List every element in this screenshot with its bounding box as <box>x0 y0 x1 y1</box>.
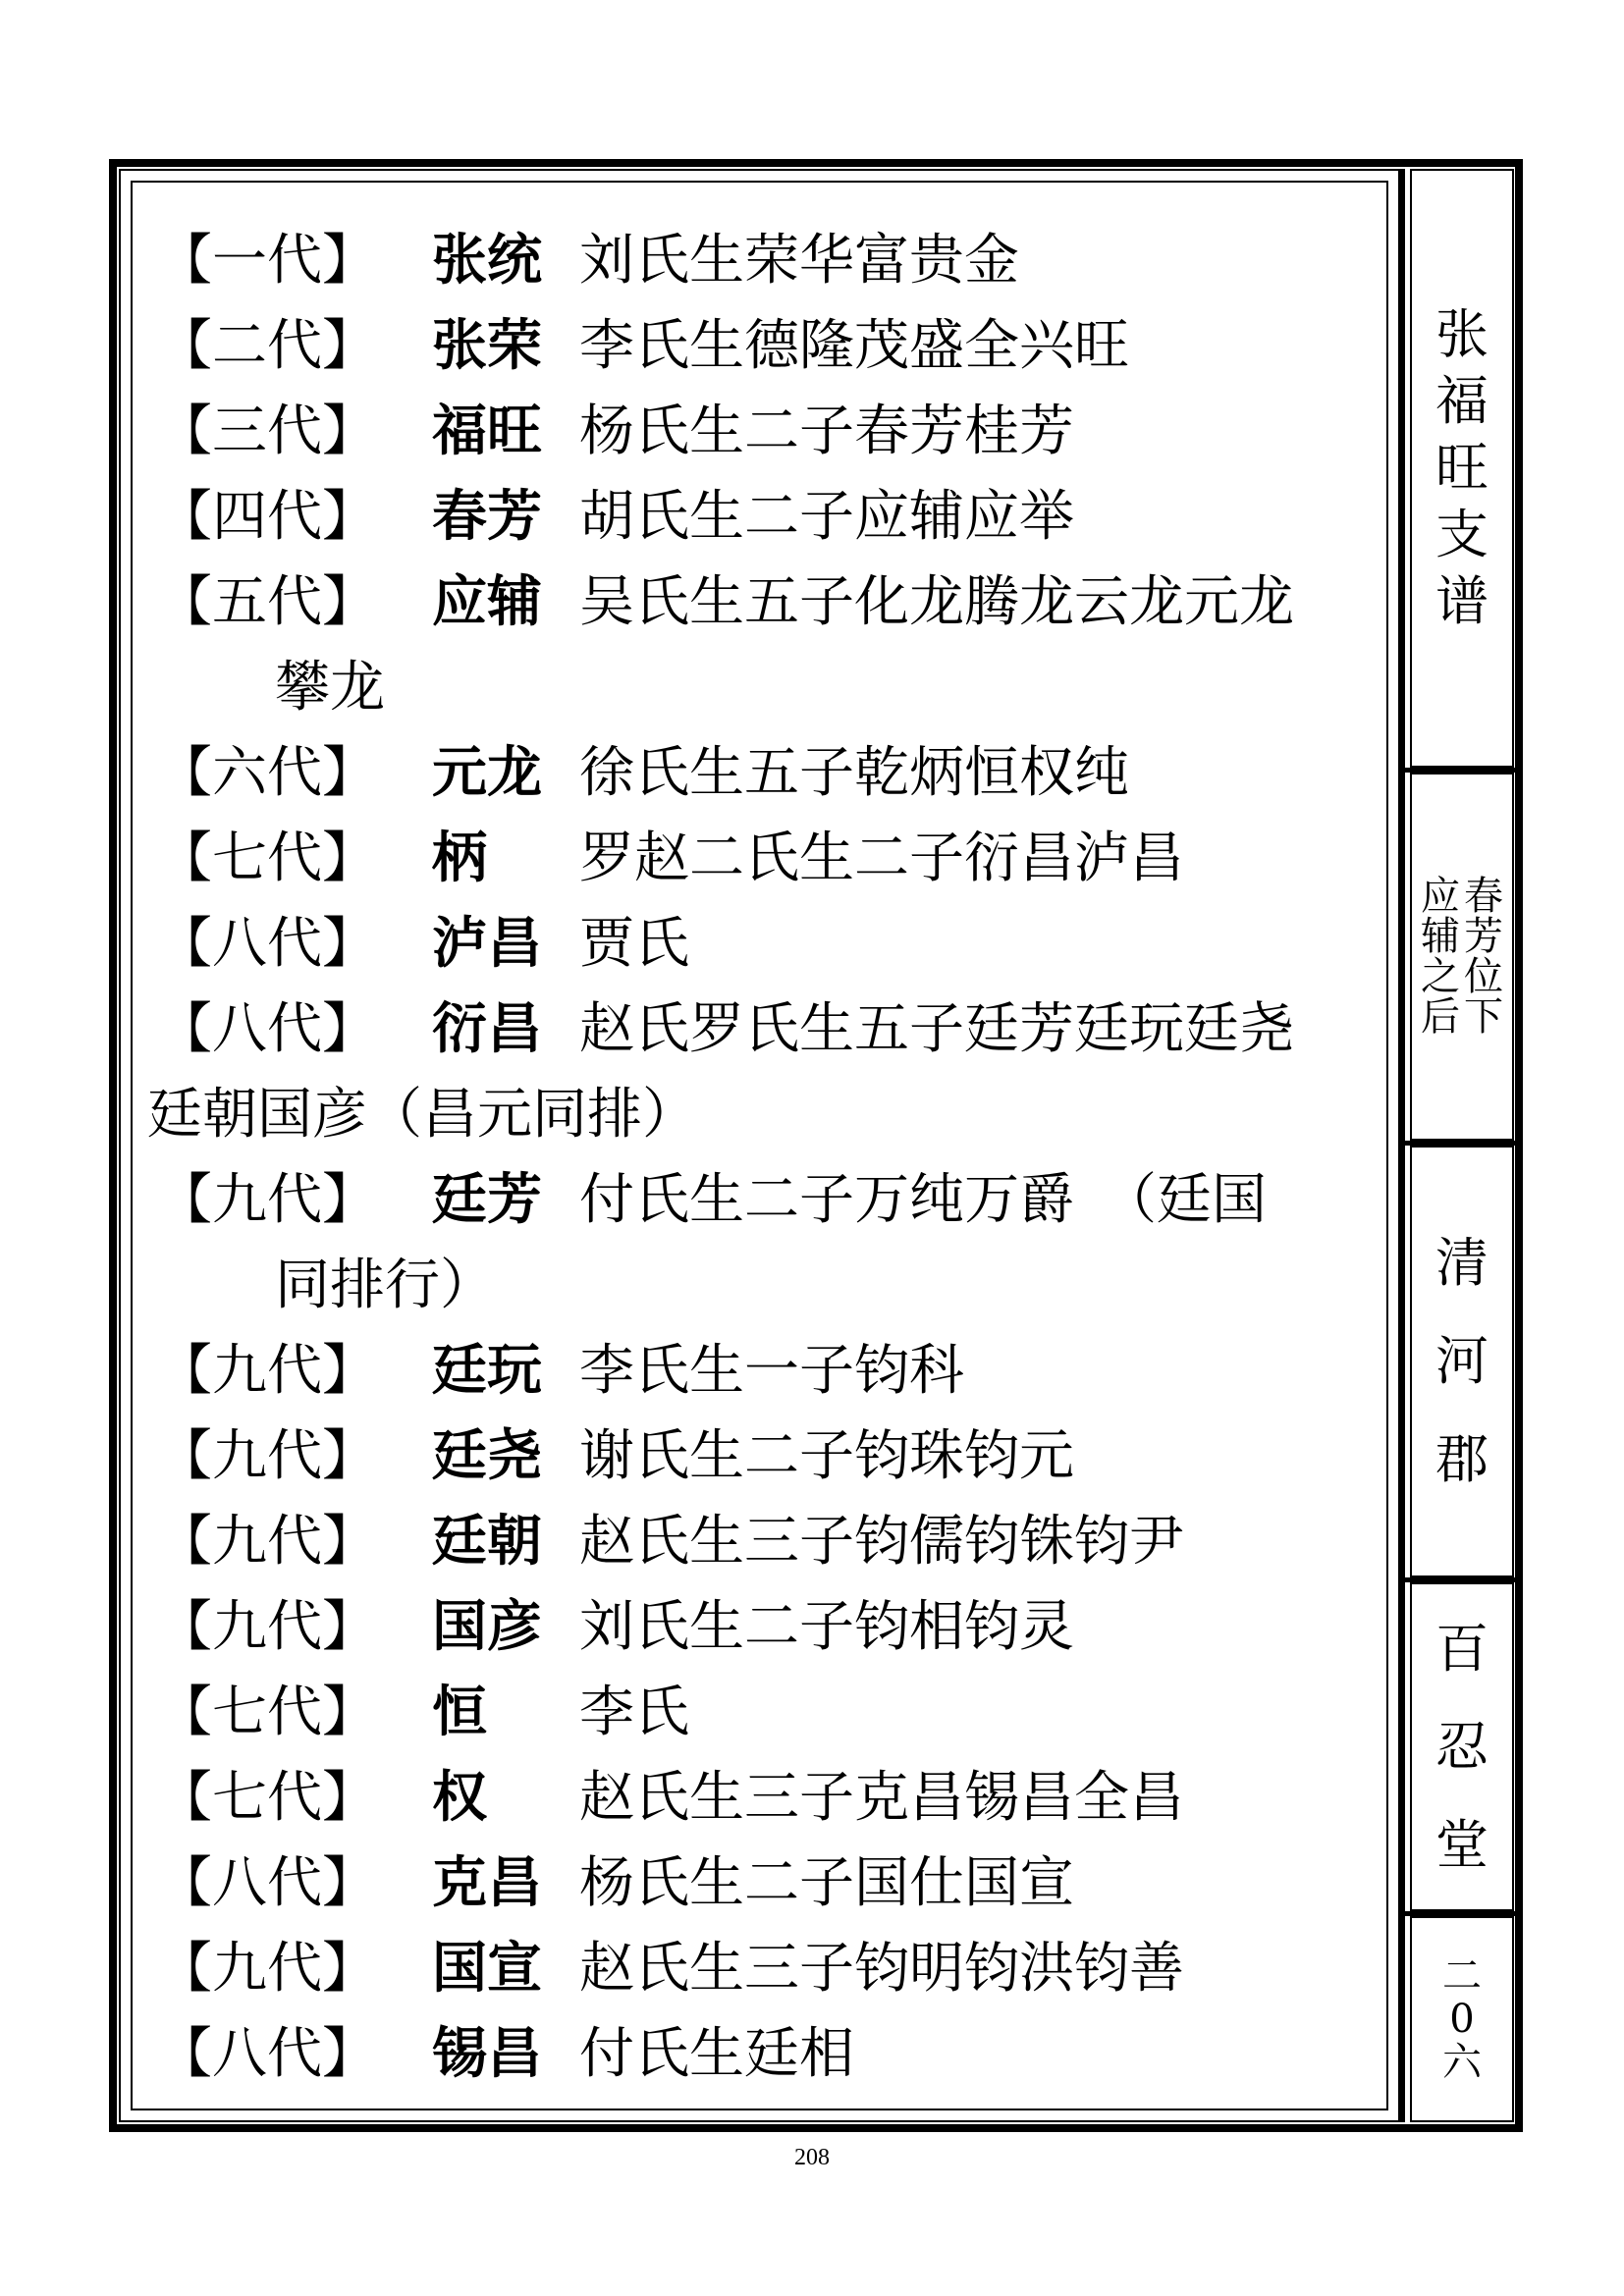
section-label <box>1421 873 1503 1040</box>
person-name: 春芳 <box>432 485 542 549</box>
genealogy-entry <box>157 1670 1365 1755</box>
person-name: 廷朝 <box>432 1510 542 1574</box>
person-name: 泸昌 <box>432 912 542 976</box>
genealogy-title <box>1435 301 1489 635</box>
generation-label: 【一代】 <box>157 229 377 293</box>
genealogy-entry <box>157 901 1365 987</box>
entry-description: 徐氏生五子乾炳恒权纯 <box>579 741 1129 805</box>
vertical-char: 旺 <box>1435 437 1489 499</box>
person-name: 克昌 <box>432 1851 542 1915</box>
generation-label: 【三代】 <box>157 400 377 463</box>
vertical-char: 百 <box>1435 1617 1489 1680</box>
generation-label: 【九代】 <box>157 1937 377 2001</box>
person-name: 廷芳 <box>432 1168 542 1232</box>
person-name: 柄 <box>432 827 487 890</box>
generation-label: 【七代】 <box>157 1681 377 1744</box>
genealogy-entry <box>157 1157 1365 1243</box>
person-name: 锡昌 <box>432 2022 542 2086</box>
hall-name <box>1435 1600 1489 1895</box>
generation-label: 【九代】 <box>157 1595 377 1659</box>
side-commandery-box <box>1410 1146 1514 1577</box>
genealogy-entry <box>157 1414 1365 1499</box>
genealogy-entries <box>147 218 1365 2097</box>
vertical-char: 堂 <box>1435 1813 1489 1876</box>
vertical-char: 芳 <box>1464 913 1503 959</box>
vertical-char: 下 <box>1464 993 1503 1040</box>
genealogy-entry <box>157 730 1365 816</box>
generation-label: 【七代】 <box>157 827 377 890</box>
person-name: 国宣 <box>432 1937 542 2001</box>
vertical-char: 清 <box>1435 1232 1489 1294</box>
generation-label: 【九代】 <box>157 1424 377 1488</box>
genealogy-entry <box>157 1926 1365 2011</box>
generation-label: 【四代】 <box>157 485 377 549</box>
entry-continuation: 同排行） <box>275 1254 495 1317</box>
generation-label: 【九代】 <box>157 1168 377 1232</box>
person-name: 恒 <box>432 1681 487 1744</box>
person-name: 廷玩 <box>432 1339 542 1403</box>
entry-description: 赵氏生三子钧儒钧铢钧尹 <box>579 1510 1184 1574</box>
vertical-char: 张 <box>1435 303 1489 365</box>
genealogy-entry <box>157 1755 1365 1841</box>
person-name: 应辅 <box>432 570 542 634</box>
vertical-char: 后 <box>1421 993 1460 1040</box>
column-divider <box>1400 169 1405 2122</box>
person-name: 衍昌 <box>432 997 542 1061</box>
vertical-char: 忍 <box>1435 1715 1489 1778</box>
vertical-char: 之 <box>1421 953 1460 999</box>
entry-continuation: 攀龙 <box>275 656 385 720</box>
person-name: 权 <box>432 1766 487 1830</box>
entry-description: 李氏 <box>579 1681 689 1744</box>
genealogy-entry <box>157 2011 1365 2097</box>
genealogy-entry <box>157 474 1365 560</box>
generation-label: 【八代】 <box>157 997 377 1061</box>
entry-description: 杨氏生二子国仕国宣 <box>579 1851 1074 1915</box>
generation-label: 【八代】 <box>157 912 377 976</box>
entry-description: 付氏生二子万纯万爵 （廷国 <box>579 1168 1267 1232</box>
vertical-char: 郡 <box>1435 1428 1489 1490</box>
vertical-char: 春 <box>1464 873 1503 919</box>
entry-description: 杨氏生二子春芳桂芳 <box>579 400 1074 463</box>
entry-description: 赵氏生三子钧明钧洪钧善 <box>579 1937 1184 2001</box>
generation-label: 【八代】 <box>157 1851 377 1915</box>
entry-description: 胡氏生二子应辅应举 <box>579 485 1074 549</box>
vertical-char: 应 <box>1421 873 1460 919</box>
generation-label: 【七代】 <box>157 1766 377 1830</box>
person-name: 廷尧 <box>432 1424 542 1488</box>
genealogy-entry <box>157 1584 1365 1670</box>
genealogy-entry <box>157 816 1365 901</box>
section-label-col1 <box>1464 873 1503 1040</box>
entry-description: 刘氏生二子钧相钧灵 <box>579 1595 1074 1659</box>
person-name: 元龙 <box>432 741 542 805</box>
person-name: 张统 <box>432 229 542 293</box>
generation-label: 【九代】 <box>157 1510 377 1574</box>
genealogy-entry <box>157 560 1365 645</box>
generation-label: 【九代】 <box>157 1339 377 1403</box>
genealogy-entry <box>157 218 1365 303</box>
entry-description: 吴氏生五子化龙腾龙云龙元龙 <box>579 570 1294 634</box>
genealogy-entry <box>157 1328 1365 1414</box>
folio-number <box>1442 1954 1482 2084</box>
side-hall-box <box>1410 1582 1514 1911</box>
entry-continuation: 廷朝国彦（昌元同排） <box>147 1083 697 1147</box>
genealogy-entry <box>157 987 1365 1072</box>
entry-description: 刘氏生荣华富贵金 <box>579 229 1019 293</box>
side-section-box <box>1410 773 1514 1141</box>
page-number: 208 <box>794 2145 830 2170</box>
vertical-char: 辅 <box>1421 913 1460 959</box>
entry-description: 谢氏生二子钧珠钧元 <box>579 1424 1074 1488</box>
genealogy-entry <box>157 303 1365 389</box>
vertical-char: 六 <box>1442 2040 1482 2085</box>
entry-description: 李氏生德隆茂盛全兴旺 <box>579 314 1129 378</box>
genealogy-entry <box>157 1841 1365 1926</box>
person-name: 张荣 <box>432 314 542 378</box>
vertical-char: 河 <box>1435 1330 1489 1392</box>
generation-label: 【八代】 <box>157 2022 377 2086</box>
generation-label: 【五代】 <box>157 570 377 634</box>
entry-description: 李氏生一子钧科 <box>579 1339 964 1403</box>
genealogy-entry <box>157 1499 1365 1584</box>
entry-description: 罗赵二氏生二子衍昌泸昌 <box>579 827 1184 890</box>
vertical-char: 二 <box>1442 1953 1482 1999</box>
vertical-char: 位 <box>1464 953 1503 999</box>
commandery-name <box>1435 1214 1489 1509</box>
generation-label: 【二代】 <box>157 314 377 378</box>
entry-description: 付氏生廷相 <box>579 2022 854 2086</box>
vertical-char: 福 <box>1435 370 1489 432</box>
genealogy-entry <box>157 389 1365 474</box>
vertical-char: 支 <box>1435 504 1489 565</box>
entry-description: 贾氏 <box>579 912 689 976</box>
person-name: 福旺 <box>432 400 542 463</box>
entry-description: 赵氏罗氏生五子廷芳廷玩廷尧 <box>579 997 1294 1061</box>
person-name: 国彦 <box>432 1595 542 1659</box>
generation-label: 【六代】 <box>157 741 377 805</box>
side-folio-box <box>1410 1916 1514 2122</box>
side-title-box <box>1410 169 1514 768</box>
entry-description: 赵氏生三子克昌锡昌全昌 <box>579 1766 1184 1830</box>
section-label-col2 <box>1421 873 1460 1040</box>
vertical-char: 谱 <box>1435 570 1489 632</box>
vertical-char: 0 <box>1449 1997 1475 2042</box>
